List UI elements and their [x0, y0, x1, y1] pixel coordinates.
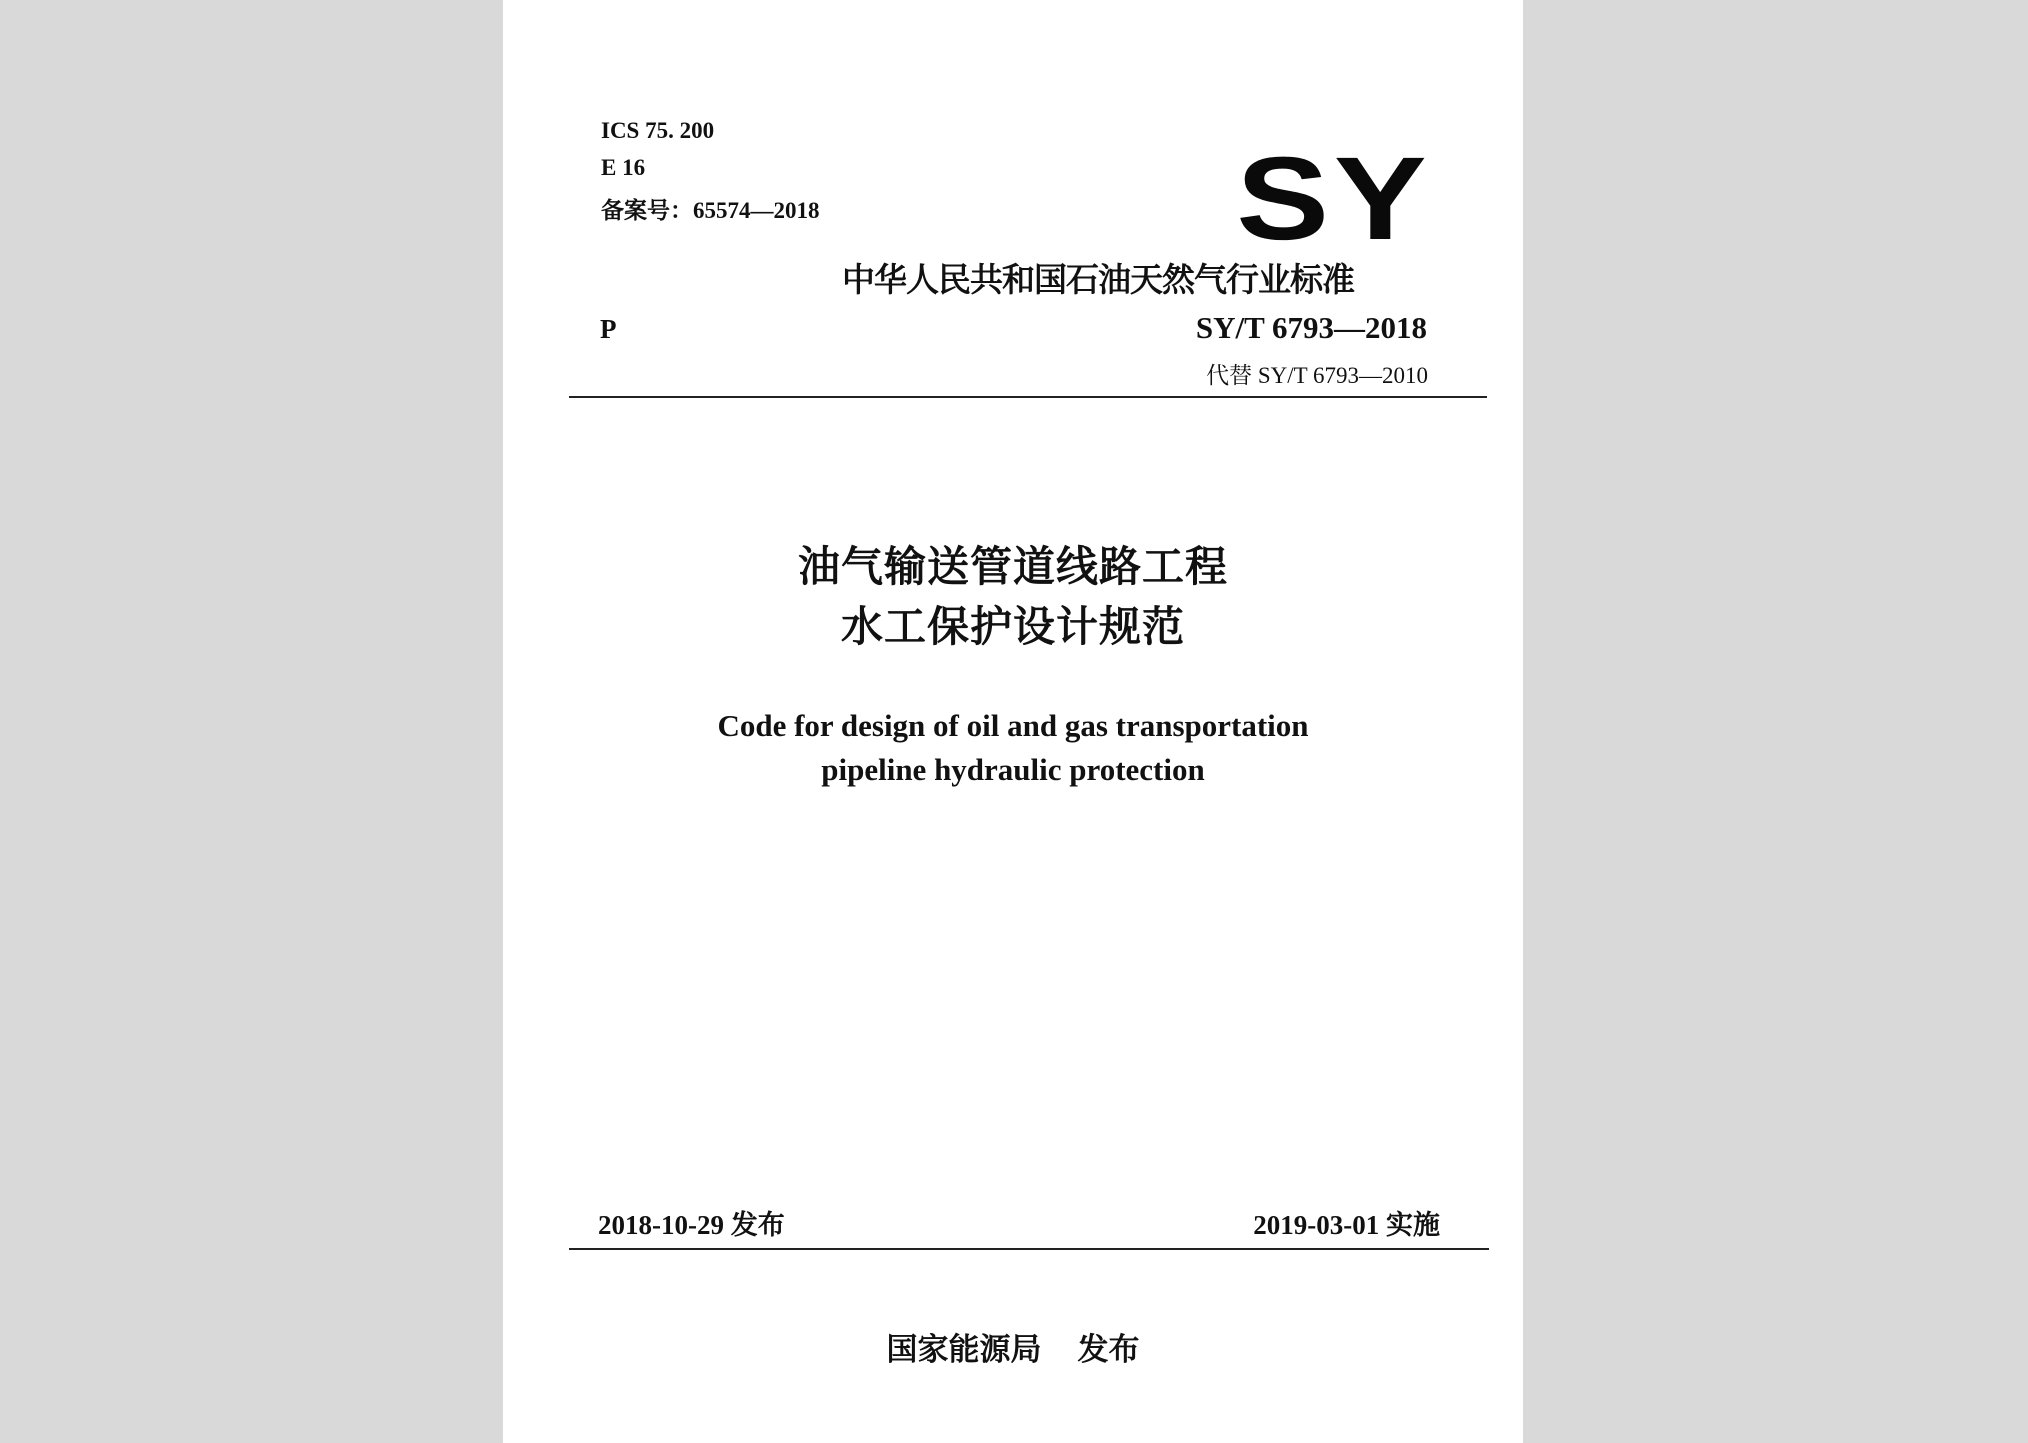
footer-rule	[569, 1248, 1489, 1250]
publisher	[503, 1324, 1523, 1369]
ccs-code: E 16	[601, 155, 646, 180]
replaces-standard: 代替 SY/T 6793—2010	[1206, 363, 1428, 388]
title-cn-line1: 油气输送管道线路工程	[797, 542, 1228, 591]
issue-date: 2018-10-29 发布	[598, 1210, 785, 1240]
title-en-line2: pipeline hydraulic protection	[821, 752, 1205, 787]
sy-logo: SY	[1235, 133, 1431, 265]
standard-number: SY/T 6793—2018	[1195, 310, 1427, 345]
ics-code: ICS 75. 200	[601, 118, 715, 143]
publisher-name: 国家能源局	[886, 1332, 1042, 1368]
publish-word: 发布	[1077, 1332, 1140, 1368]
classification-code: P	[600, 314, 617, 344]
effective-date: 2019-03-01 实施	[1253, 1210, 1440, 1240]
issuer-title: 中华人民共和国石油天然气行业标准	[842, 260, 1354, 299]
header-rule	[569, 396, 1487, 398]
title-en-line1: Code for design of oil and gas transportation	[717, 708, 1309, 743]
filing-number: 备案号：65574—2018	[601, 198, 820, 223]
title-cn-line2: 水工保护设计规范	[840, 602, 1185, 651]
document-cover	[503, 0, 1523, 1443]
